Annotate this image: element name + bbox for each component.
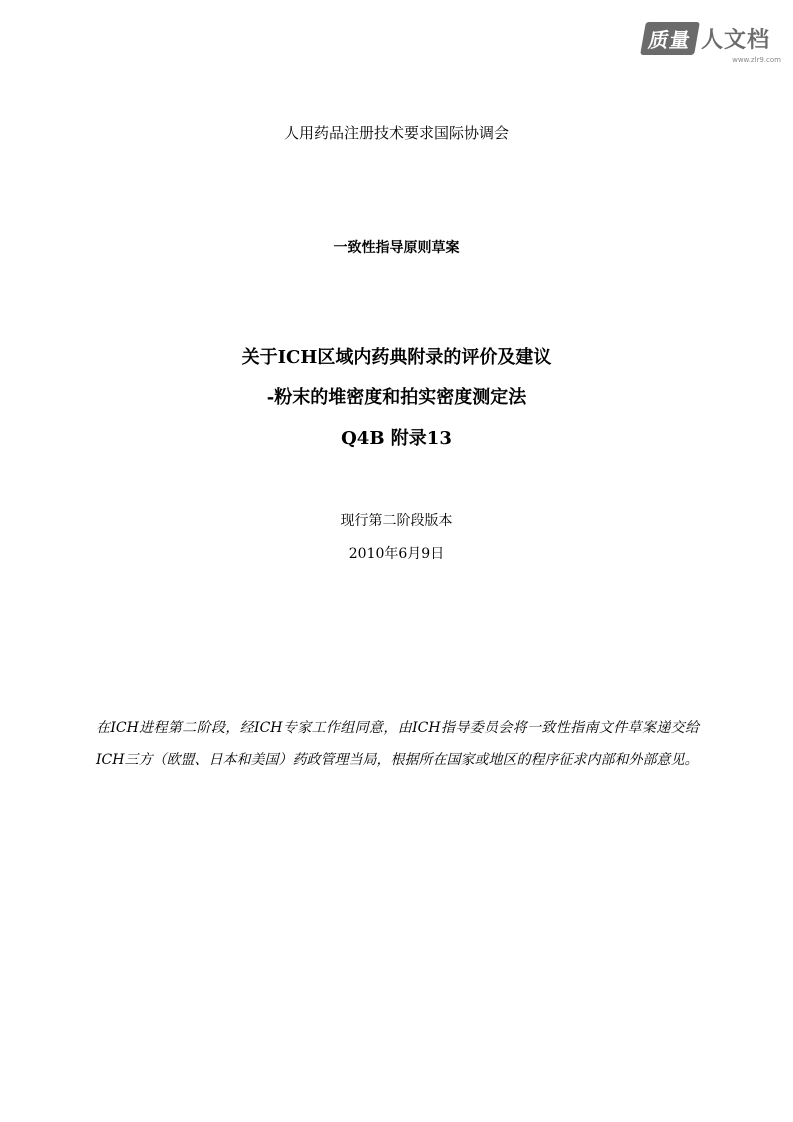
document-date: 2010年6月9日 xyxy=(348,546,445,562)
watermark-logo xyxy=(643,22,783,64)
document-type: 一致性指导原则草案 xyxy=(333,240,460,256)
watermark-brand-text: 人文档 xyxy=(701,28,771,53)
watermark-brand-box: 质量 xyxy=(640,22,700,55)
document-version: 现行第二阶段版本 xyxy=(340,513,453,529)
process-note: 在ICH进程第二阶段，经ICH专家工作组同意，由ICH指导委员会将一致性指南文件草案递交给ICH三方（欧盟、日本和美国）药政管理当局，根据所在国家或地区的程序征求内部和外部意见。 xyxy=(96,720,699,768)
organization-name: 人用药品注册技术要求国际协调会 xyxy=(283,124,509,142)
document-title-line-3: Q4B 附录13 xyxy=(341,428,452,449)
document-title-line-2: -粉末的堆密度和拍实密度测定法 xyxy=(266,387,527,408)
document-title-line-1: 关于ICH区域内药典附录的评价及建议 xyxy=(241,347,552,368)
watermark-brand xyxy=(643,22,783,55)
watermark-url: www.zlr9.com xyxy=(732,56,781,64)
